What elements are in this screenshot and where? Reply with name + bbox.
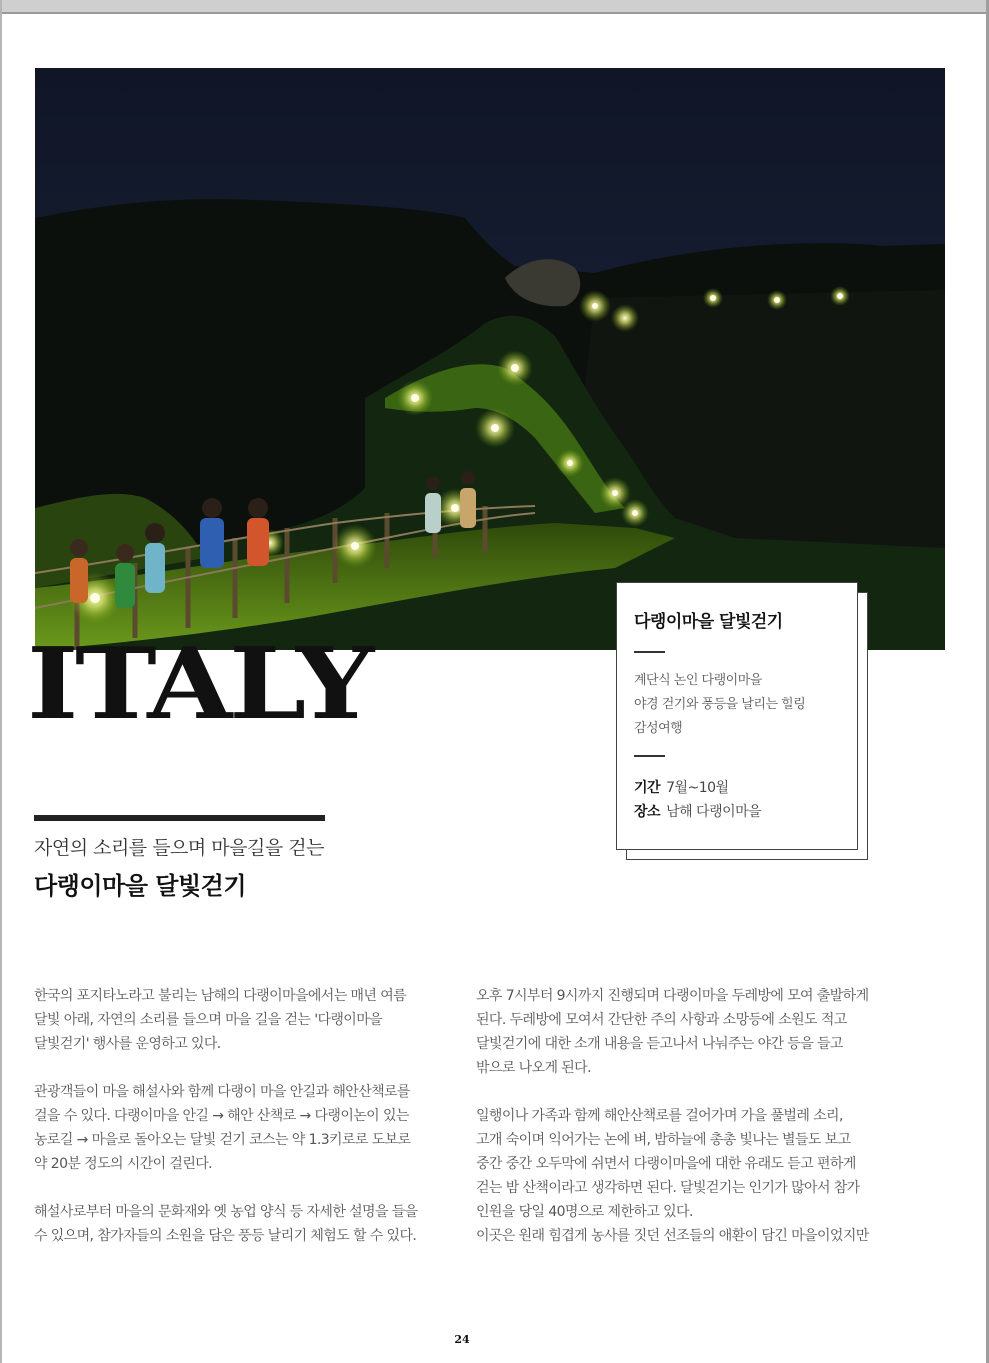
body-line: 된다. 두레방에 모여서 간단한 주의 사항과 소망등에 소원도 적고: [476, 1012, 847, 1028]
night-walk-photo: [35, 68, 945, 650]
page-number: 24: [454, 1333, 470, 1346]
info-card-title: 다랭이마을 달빛걷기: [634, 612, 783, 632]
location-value: 남해 다랭이마을: [666, 804, 762, 820]
paragraph-gap: [34, 1056, 454, 1080]
info-card-description-line: 계단식 논인 다랭이마을: [634, 673, 762, 688]
article-subtitle: 자연의 소리를 들으며 마을길을 걷는: [34, 837, 324, 859]
body-line: 수 있으며, 참가자들의 소원을 담은 풍등 날리기 체험도 할 수 있다.: [34, 1228, 417, 1244]
info-card-description-line: 감성여행: [634, 721, 683, 736]
paragraph-gap: [34, 1176, 454, 1200]
body-line: 관광객들이 마을 해설사와 함께 다랭이 마을 안길과 해안산책로를: [34, 1084, 410, 1100]
location-label: 장소: [634, 804, 661, 820]
info-card: [616, 582, 858, 850]
paragraph-gap: [476, 1080, 896, 1104]
body-line: 오후 7시부터 9시까지 진행되며 다랭이마을 두레방에 모여 출발하게: [476, 988, 869, 1004]
body-line: 걸을 수 있다. 다랭이마을 안길 → 해안 산책로 → 다랭이논이 있는: [34, 1108, 409, 1124]
body-line: 달빛걷기' 행사를 운영하고 있다.: [34, 1036, 221, 1052]
body-line: 고개 숙이며 익어가는 논에 벼, 밤하늘에 총총 빛나는 별들도 보고: [476, 1132, 851, 1148]
body-line: 해설사로부터 마을의 문화재와 옛 농업 양식 등 자세한 설명을 들을: [34, 1204, 418, 1220]
body-line: 걷는 밤 산책이라고 생각하면 된다. 달빛걷기는 인기가 많아서 참가: [476, 1180, 860, 1196]
period-label: 기간: [634, 780, 661, 796]
article-title: 다랭이마을 달빛걷기: [34, 872, 247, 900]
body-line: 이곳은 원래 힘겹게 농사를 짓던 선조들의 애환이 담긴 마을이었지만: [476, 1228, 869, 1244]
viewer-left-border: [0, 0, 2, 1363]
country-title: ITALY: [27, 627, 371, 742]
body-line: 농로길 → 마을로 돌아오는 달빛 걷기 코스는 약 1.3키로로 도보로: [34, 1132, 411, 1148]
article-right-column: [476, 984, 896, 1248]
body-line: 밖으로 나오게 된다.: [476, 1060, 591, 1076]
period-value: 7월~10월: [666, 780, 729, 796]
article-left-column: [34, 984, 454, 1248]
body-line: 일행이나 가족과 함께 해안산책로를 걸어가며 가을 풀벌레 소리,: [476, 1108, 843, 1124]
info-card-description: [634, 669, 805, 741]
body-line: 약 20분 정도의 시간이 걸린다.: [34, 1156, 213, 1172]
title-accent-bar: [34, 815, 325, 821]
body-line: 중간 중간 오두막에 쉬면서 다랭이마을에 대한 유래도 듣고 편하게: [476, 1156, 856, 1172]
body-line: 인원을 당일 40명으로 제한하고 있다.: [476, 1204, 693, 1220]
info-card-description-line: 야경 걷기와 풍등을 날리는 힐링: [634, 697, 806, 712]
viewer-top-frame: [0, 0, 989, 14]
body-line: 달빛 아래, 자연의 소리를 들으며 마을 길을 걷는 '다랭이마을: [34, 1012, 383, 1028]
info-card-divider: [634, 651, 665, 653]
body-line: 한국의 포지타노라고 불리는 남해의 다랭이마을에서는 매년 여름: [34, 988, 407, 1004]
info-card-period: [634, 777, 729, 797]
body-line: 달빛걷기에 대한 소개 내용을 듣고나서 나눠주는 야간 등을 들고: [476, 1036, 843, 1052]
info-card-divider: [634, 755, 665, 757]
info-card-location: [634, 801, 761, 821]
